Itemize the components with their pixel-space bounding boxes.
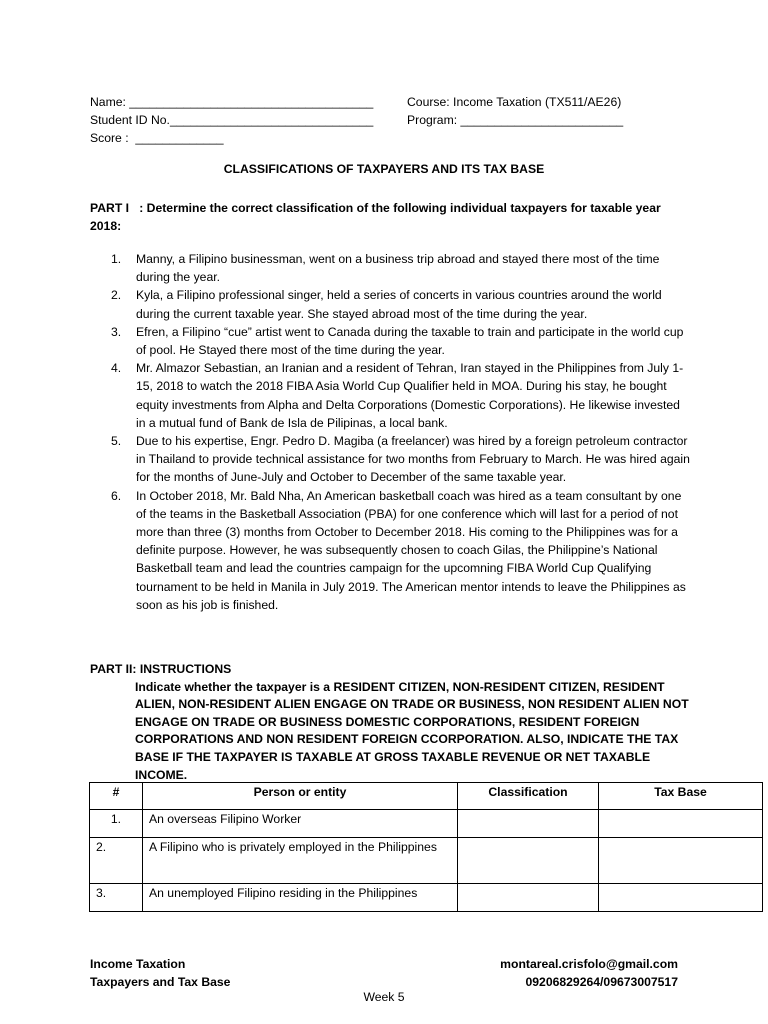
table-header-row bbox=[90, 783, 763, 810]
item-text: Mr. Almazor Sebastian, an Iranian and a resident of Tehran, Iran stayed in the Philippines from July 1-15, 2018 to watch the 2018 FIBA Asia World Cup Qualifier held in MOA. During his stay, he bought equity investments from Alpha and Delta Corporations (Domestic Corporations). He likewise invested in a mutual fund of Bank de Isla de Pilipinas, a local bank. bbox=[136, 361, 684, 430]
student-info-block bbox=[90, 93, 373, 147]
part2-heading: PART II: INSTRUCTIONS bbox=[90, 662, 232, 676]
part2-section bbox=[90, 661, 690, 784]
score-line: Score : _____________ bbox=[90, 131, 224, 145]
item-text: Due to his expertise, Engr. Pedro D. Magiba (a freelancer) was hired by a foreign petroleum contractor in Thailand to provide technical assistance for two months from February to March. He was hired again for the months of June-July and October to December of the same taxable year. bbox=[136, 434, 690, 485]
row-classification-cell[interactable] bbox=[458, 838, 599, 884]
table-row bbox=[90, 810, 763, 838]
row-entity: An overseas Filipino Worker bbox=[143, 810, 458, 838]
item-text: Manny, a Filipino businessman, went on a business trip abroad and stayed there most of the time during the year. bbox=[136, 252, 660, 285]
footer-course: Income Taxation bbox=[90, 957, 186, 971]
item-number: 5. bbox=[111, 434, 122, 449]
row-taxbase-cell[interactable] bbox=[599, 838, 763, 884]
footer-course-info bbox=[90, 955, 230, 991]
row-classification-cell[interactable] bbox=[458, 810, 599, 838]
taxpayer-cases-list bbox=[90, 250, 690, 614]
footer-topic: Taxpayers and Tax Base bbox=[90, 975, 231, 989]
row-entity: An unemployed Filipino residing in the Philippines bbox=[143, 884, 458, 912]
item-number: 3. bbox=[111, 324, 122, 339]
item-text: In October 2018, Mr. Bald Nha, An American basketball coach was hired as a team consultant by one of the teams in the Basketball Association (PBA) for one conference which will last for a period of not more than three (3) months from October to December 2018. His coming to the Philippines was for a definite purpose. However, he was subsequently chosen to coach Gilas, the Philippine’s National Basketball team and lead the countries campaign for the upcomning FIBA World Cup Qualifying tournament to be held in Manila in July 2019. The American mentor intends to leave the Philippines as soon as his job is finished. bbox=[136, 488, 686, 612]
student-id-line: Student ID No.______________________________ bbox=[90, 113, 374, 127]
row-taxbase-cell[interactable] bbox=[599, 810, 763, 838]
list-item bbox=[90, 250, 690, 286]
col-number-header: # bbox=[90, 783, 143, 810]
list-item bbox=[90, 487, 690, 614]
item-number: 4. bbox=[111, 361, 122, 376]
list-item bbox=[90, 286, 690, 322]
list-item bbox=[90, 323, 690, 359]
table-row bbox=[90, 884, 763, 912]
row-number: 1. bbox=[90, 810, 143, 838]
table-row bbox=[90, 838, 763, 884]
document-title: CLASSIFICATIONS OF TAXPAYERS AND ITS TAX BASE bbox=[223, 162, 545, 176]
part1-label: PART I bbox=[90, 201, 130, 215]
footer-week: Week 5 bbox=[363, 990, 405, 1004]
col-entity-header: Person or entity bbox=[143, 783, 458, 810]
course-info-block bbox=[407, 93, 623, 129]
item-text: Efren, a Filipino “cue” artist went to Canada during the taxable to train and participate in the world cup of pool. He Stayed there most of the time during the year. bbox=[136, 324, 684, 358]
row-number: 2. bbox=[90, 838, 143, 884]
col-classification-header: Classification bbox=[458, 783, 599, 810]
part1-text: : Determine the correct classification of the following individual taxpayers for taxable year 2018: bbox=[90, 201, 661, 233]
list-item bbox=[90, 359, 690, 432]
row-classification-cell[interactable] bbox=[458, 884, 599, 912]
item-text: Kyla, a Filipino professional singer, held a series of concerts in various countries around the world during the current taxable year. She stayed abroad most of the time during the year. bbox=[136, 288, 662, 321]
part2-instructions: Indicate whether the taxpayer is a RESIDENT CITIZEN, NON-RESIDENT CITIZEN, RESIDENT ALIEN, NON-RESIDENT ALIEN ENGAGE ON TRADE OR BUSINESS, NON RESIDENT ALIEN NOT ENGAGE ON TRADE OR BUSINESS DOMESTIC CORPORATIONS, RESIDENT FOREIGN CORPORATIONS AND NON RESIDENT FOREIGN CCORPORATION. ALSO, INDICATE THE TAX BASE IF THE TAXPAYER IS TAXABLE AT GROSS TAXABLE REVENUE OR NET TAXABLE INCOME. bbox=[135, 679, 689, 782]
part1-instruction bbox=[90, 199, 670, 235]
row-taxbase-cell[interactable] bbox=[599, 884, 763, 912]
program-line: Program: ________________________ bbox=[407, 113, 624, 127]
item-number: 1. bbox=[111, 252, 122, 266]
course-line: Course: Income Taxation (TX511/AE26) bbox=[407, 95, 622, 109]
footer-contact-info bbox=[500, 955, 678, 991]
classification-table bbox=[89, 782, 763, 912]
item-number: 6. bbox=[111, 488, 122, 503]
item-number: 2. bbox=[111, 288, 122, 303]
footer-phone: 09206829264/09673007517 bbox=[525, 975, 678, 989]
footer-email: montareal.crisfolo@gmail.com bbox=[500, 957, 678, 971]
list-item bbox=[90, 432, 690, 487]
col-taxbase-header: Tax Base bbox=[599, 783, 763, 810]
row-number: 3. bbox=[90, 884, 143, 912]
name-line: Name: ____________________________________ bbox=[90, 95, 374, 109]
row-entity: A Filipino who is privately employed in the Philippines bbox=[143, 838, 458, 884]
